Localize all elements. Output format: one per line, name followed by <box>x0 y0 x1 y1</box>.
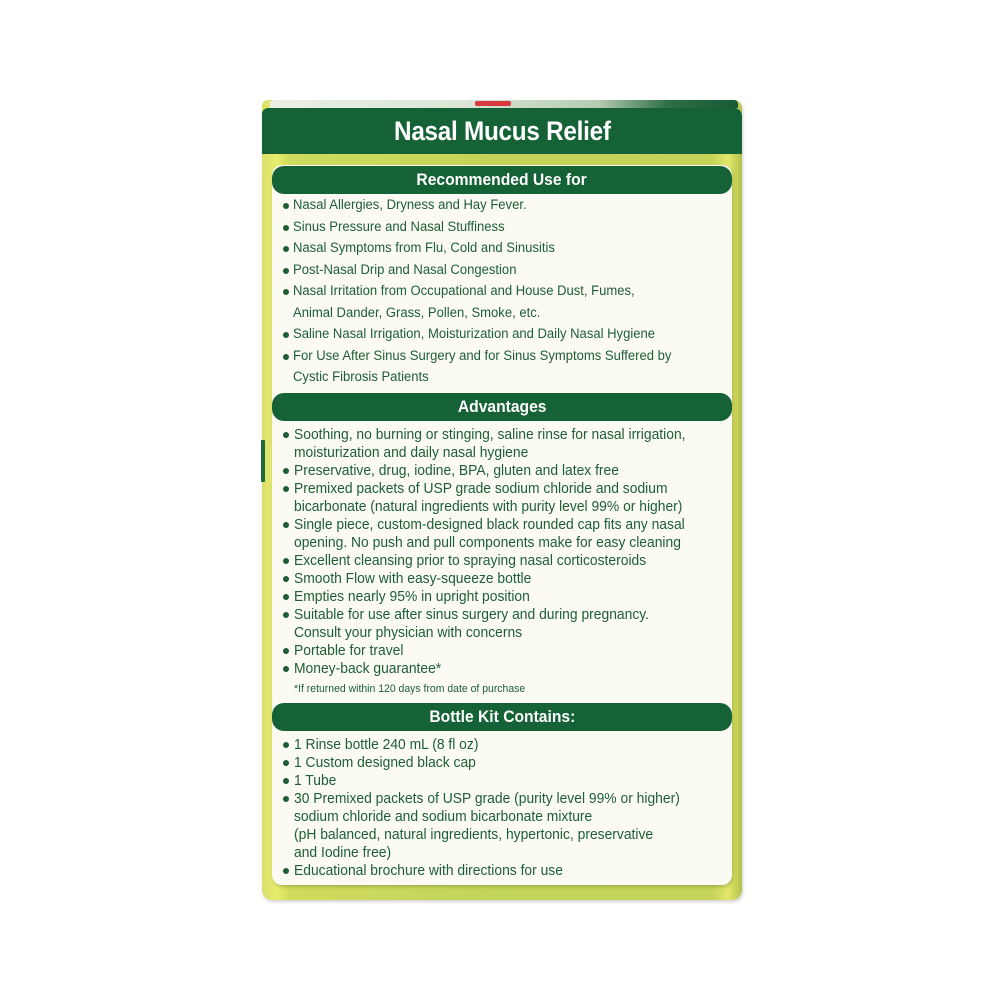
list-item: Soothing, no burning or stinging, saline rinse for nasal irrigation, moisturization and daily nasal hygiene <box>282 426 706 462</box>
list-item: Premixed packets of USP grade sodium chloride and sodium bicarbonate (natural ingredients with purity level 99% or higher) <box>282 480 706 516</box>
bullet-icon <box>283 203 289 209</box>
list-item: For Use After Sinus Surgery and for Sinus Symptoms Suffered by Cystic Fibrosis Patients <box>282 346 704 389</box>
bullet-icon <box>283 268 289 274</box>
list-item: Post-Nasal Drip and Nasal Congestion <box>282 260 704 282</box>
box-top-edge-strip <box>270 100 738 108</box>
section-header-advantages <box>272 393 732 421</box>
advantages-list <box>282 426 706 678</box>
bullet-icon <box>283 760 289 766</box>
bullet-icon <box>283 778 289 784</box>
title-band <box>262 108 742 154</box>
bullet-icon <box>283 246 289 252</box>
bullet-icon <box>283 225 289 231</box>
bullet-icon <box>283 432 289 438</box>
list-item: 1 Custom designed black cap <box>282 754 700 772</box>
list-item: 1 Tube <box>282 772 700 790</box>
list-item: Smooth Flow with easy-squeeze bottle <box>282 570 706 588</box>
list-item: Saline Nasal Irrigation, Moisturization and Daily Nasal Hygiene <box>282 324 704 346</box>
bullet-icon <box>283 594 289 600</box>
box-side-flap-mark <box>261 440 265 482</box>
list-item: Preservative, drug, iodine, BPA, gluten and latex free <box>282 462 706 480</box>
list-item: 30 Premixed packets of USP grade (purity level 99% or higher) sodium chloride and sodium bicarbonate mixture (pH balanced, natural ingredients, hypertonic, preservative and Iodine free) <box>282 790 700 862</box>
section-header-label: Recommended Use for <box>416 170 588 189</box>
product-title: Nasal Mucus Relief <box>393 115 611 146</box>
section-header-bottle-kit <box>272 703 732 731</box>
bullet-icon <box>283 648 289 654</box>
list-item: Single piece, custom-designed black rounded cap fits any nasal opening. No push and pull components make for easy cleaning <box>282 516 706 552</box>
bullet-icon <box>283 354 289 360</box>
list-item: Empties nearly 95% in upright position <box>282 588 706 606</box>
bottle-kit-list <box>282 736 700 880</box>
bullet-icon <box>283 289 289 295</box>
bullet-icon <box>283 612 289 618</box>
section-header-label: Advantages <box>457 397 547 416</box>
section-header-label: Bottle Kit Contains: <box>429 707 575 726</box>
list-item: Sinus Pressure and Nasal Stuffiness <box>282 217 704 239</box>
list-item: Nasal Irritation from Occupational and House Dust, Fumes, Animal Dander, Grass, Pollen, Smoke, etc. <box>282 281 704 324</box>
bullet-icon <box>283 486 289 492</box>
list-item: Nasal Allergies, Dryness and Hay Fever. <box>282 195 704 217</box>
bullet-icon <box>283 742 289 748</box>
recommended-use-list <box>282 195 704 389</box>
list-item: Suitable for use after sinus surgery and during pregnancy. Consult your physician with concerns <box>282 606 706 642</box>
bullet-icon <box>283 558 289 564</box>
bullet-icon <box>283 796 289 802</box>
bullet-icon <box>283 522 289 528</box>
bullet-icon <box>283 868 289 874</box>
bullet-icon <box>283 468 289 474</box>
product-box-back-panel <box>262 100 742 900</box>
bullet-icon <box>283 576 289 582</box>
list-item: Money-back guarantee* <box>282 660 706 678</box>
list-item: Educational brochure with directions for use <box>282 862 700 880</box>
top-edge-red-mark <box>475 101 511 106</box>
guarantee-footnote: *If returned within 120 days from date of purchase <box>294 683 526 695</box>
list-item: Nasal Symptoms from Flu, Cold and Sinusitis <box>282 238 704 260</box>
section-header-recommended-use <box>272 166 732 194</box>
bullet-icon <box>283 666 289 672</box>
bullet-icon <box>283 332 289 338</box>
list-item: Portable for travel <box>282 642 706 660</box>
list-item: Excellent cleansing prior to spraying nasal corticosteroids <box>282 552 706 570</box>
list-item: 1 Rinse bottle 240 mL (8 fl oz) <box>282 736 700 754</box>
